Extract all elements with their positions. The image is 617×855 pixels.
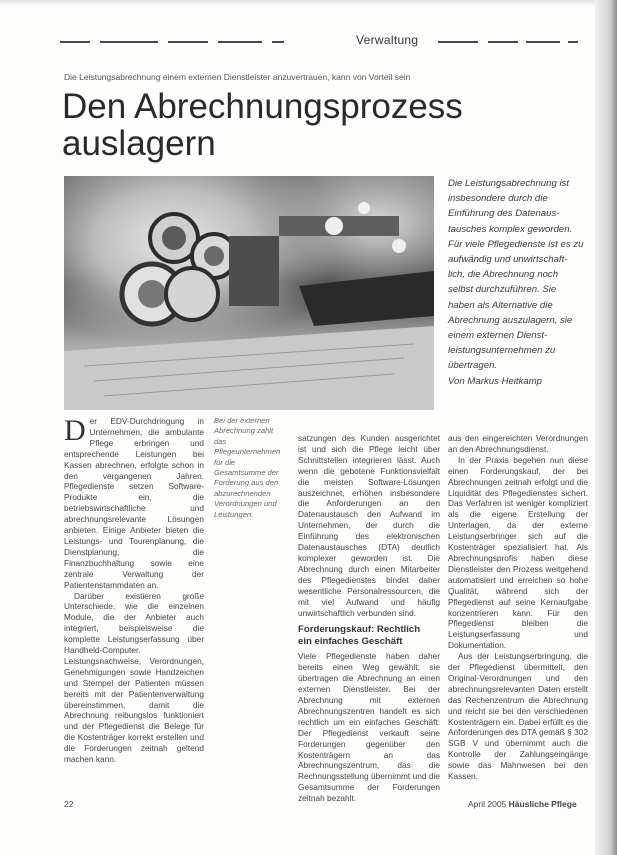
issue-footer (468, 799, 577, 809)
scan-shadow-right (595, 0, 617, 855)
headline-line-2: auslagern (62, 124, 216, 163)
body-paragraph: Viele Pflegedienste haben daher bereits einen Weg gewählt: sie übertragen die Abrechnung an einen externen Dienstleister. Bei der Abrechnung mit externen Abrechnungszentren handelt es sich rechtlich um ein einfaches Geschäft: Der Pflegedienst verkauft seine Forderungen gegenüber den Kostenträgern an das Abrechnungszentrum, das die Rechnungsstellung übernimmt und die Gesamtsumme der Forderungen zeitnah bezahlt. (298, 651, 440, 804)
intro-line: übertragen. (448, 360, 498, 372)
subhead-line-1: Forderungskauf: Rechtlich (298, 624, 421, 636)
rubric-dash (526, 41, 560, 43)
intro-line: einem externen Dienst- (448, 330, 548, 342)
section-rubric (60, 33, 590, 49)
issue-date: April 2005 (468, 799, 507, 809)
drop-cap: D (64, 414, 86, 447)
intro-line: haben als Alternative die (448, 299, 553, 311)
body-paragraph: In der Praxis begehen nun diese einen Forderungskauf, der bei Abrechnungen zeitnah erfolgt und die Liquidität des Pflegedienstes sichert. Das Verfahren ist weniger kompliziert als die eigene Erstellung der Unterlagen, da der externe Leistungserbringer sich auf die Kostenträger spezialisiert hat. Als Abrechnungsprofis haben diese Dienstleister den Prozess weitgehend automatisiert und erreichen so hohe Qualität, während sich der Pflegedienst auf seine Kernaufgabe konzentrieren kann. Für den Pflegedienst bleiben die Leistungserfassung und Dokumentation. (448, 454, 588, 651)
rubric-dash (438, 41, 478, 43)
headline-line-1: Den Abrechnungsprozess (62, 87, 463, 126)
intro-line: lich, die Abrechnung noch (448, 269, 559, 281)
intro-line: selbst durchzuführen. Sie (448, 284, 557, 296)
rubric-dash (218, 41, 262, 43)
scan-shadow-top (0, 0, 617, 6)
article-photo (64, 176, 434, 410)
intro-line: Für viele Pflegedienste ist es zu (448, 238, 584, 250)
article-headline (62, 88, 582, 162)
intro-line: insbesondere durch die (448, 193, 548, 205)
article-intro (448, 176, 586, 389)
body-paragraph: aus den eingereichten Verordnungen an den Abrechnungsdienst. (448, 433, 588, 454)
rubric-dash (168, 41, 208, 43)
body-paragraph: Darüber existieren große Unterschiede, wie die einzelnen Module, die der Anbieter auch integriert, beispielsweise die komplette Leistungserfassung über Handheld-Computer. Leistungsnachweise, Verordnungen, Genehmigungen sowie Handzeichen und Stempel der Patienten müssen bereits mit der Patientenverwaltung übereinstimmen, damit die Abrechnung reibungslos funktioniert und der Pflegedienst die Belege für die Kostenträger korrekt erstellen und die Forderungen zeitnah geltend machen kann. (64, 590, 204, 765)
intro-line: Die Leistungsabrechnung ist (448, 178, 570, 189)
intro-line: aufwändig und unwirtschaft- (448, 254, 568, 266)
body-column-3 (298, 433, 440, 804)
section-subhead (298, 624, 440, 648)
rubric-dash (100, 41, 158, 43)
body-paragraph: Aus der Leistungserbringung, die der Pflegedienst übermittelt, den Original-Verordnungen und den abrechnungsrelevanten Daten erstellt das Rechenzentrum die Abrechnung und reicht sie bei den verschiedenen Kostenträgern ein. Dabei erfüllt es die Anforderungen des DTA gemäß § 302 SGB V und übernimmt auch die Kontrolle der Zahlungseingänge sowie das Mahnwesen bei den Kassen. (448, 651, 588, 782)
body-paragraph: satzungen des Kunden ausgerichtet ist und sich die Pflege leicht über Schnittstellen integrieren lässt. Auch wenn die gebotene Funktionsvielfalt die meisten Software-Lösungen auszeichnet, erhöhen insbesondere die Anforderungen an den Datenaustausch den Aufwand im Unternehmen, der durch die Einführung des elektronischen Datenaustausches (DTA) deutlich komplexer geworden ist. Die Abrechnung durch einen Mitarbeiter des Pflegedienstes bindet daher wesentliche Personalressourcen, die mit viel Aufwand und häufig unwirtschaftlich verbunden sind. (298, 433, 440, 618)
article-kicker: Die Leistungsabrechnung einem externen Dienstleister anzuvertrauen, kann von Vorteil sein (64, 72, 411, 82)
intro-line: tausches komplex geworden. (448, 223, 573, 235)
intro-line: Einführung des Datenaus- (448, 208, 560, 220)
subhead-line-2: ein einfaches Geschäft (298, 636, 403, 648)
machine-illustration (64, 176, 434, 410)
intro-line: leistungsunternehmen zu (448, 345, 556, 357)
author-byline: Von Markus Heitkamp (448, 375, 543, 387)
body-paragraph: er EDV-Durchdringung in Unternehmen, die ambulante Pflege erbringen und entsprechende Leistungen bei Kassen abrechnen, erfolgte schon in den vergangenen Jahren. Pflegedienste setzen Software-Produkte ein, die betriebswirtschaftliche und abrechnungsrelevante Lösungen anbieten. Einige Anbieter bieten die Leistungs- und Tourenplanung, die Dienstplanung, die Finanzbuchhaltung sowie eine zentrale Verwaltung der Patientenstammdaten an. (64, 416, 204, 590)
rubric-dash (488, 41, 518, 43)
intro-line: Abrechnung auszulagern, sie (448, 314, 573, 326)
section-label: Verwaltung (356, 33, 419, 47)
rubric-dash (60, 41, 90, 43)
rubric-dash (568, 41, 578, 43)
rubric-dash (272, 41, 284, 43)
body-column-1 (64, 416, 204, 788)
body-column-4 (448, 433, 588, 788)
magazine-name: Häusliche Pflege (508, 799, 577, 809)
pull-quote: Bei der externen Abrechnung zahlt das Pflegeunternehmen für die Gesamtsumme der Forderung aus den abzurechnenden Verordnungen und Leistungen. (214, 416, 281, 519)
page-number: 22 (64, 799, 74, 809)
